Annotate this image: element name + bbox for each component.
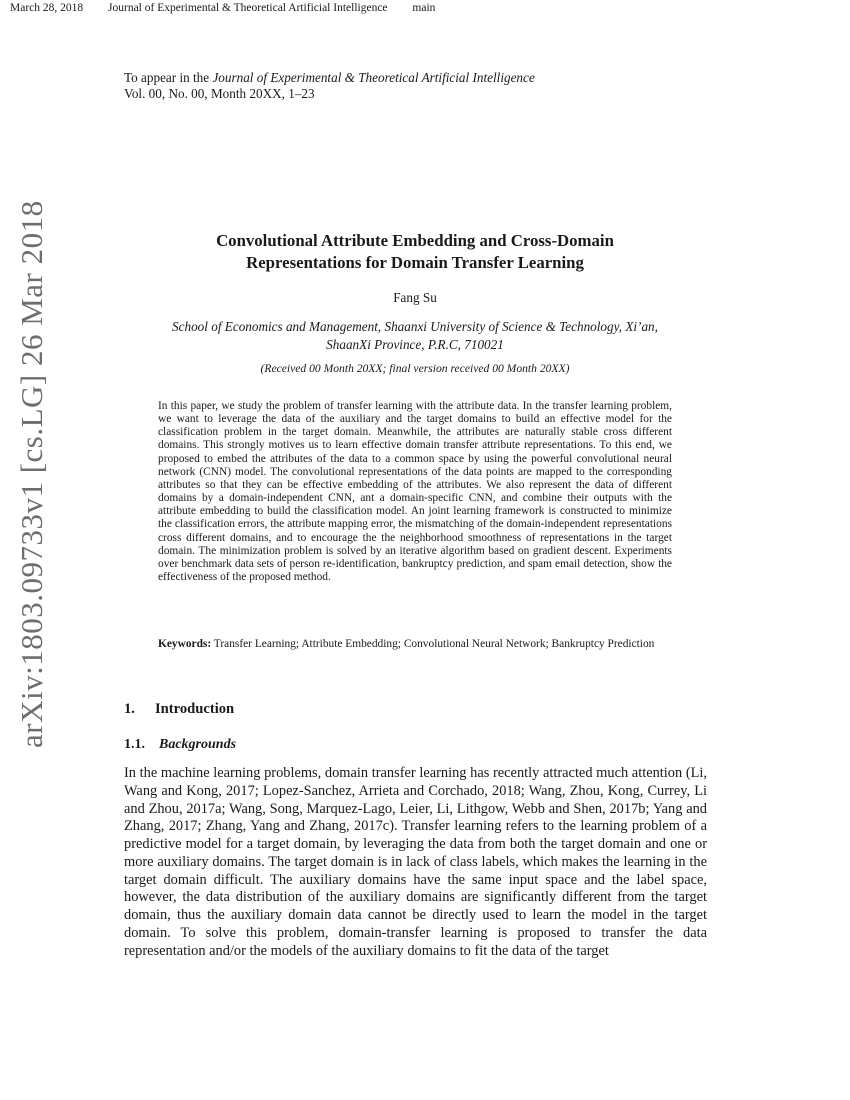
affiliation-line-2: ShaanXi Province, P.R.C, 710021 — [326, 337, 504, 352]
introduction-paragraph: In the machine learning problems, domain transfer learning has recently attracted much attention (Li, Wang and Kong, 2017; Lopez-Sanchez, Arrieta and Corchado, 2018; Wang, Zhou, Kong, Currey, Li and Zhou, 2017a; Wang, Song, Marquez-Lago, Leier, Li, Lithgow, Webb and Shen, 2017b; Yang and Zhang, 2017; Zhang, Yang and Zhang, 2017c). Transfer learning refers to the learning problem of a predictive model for a target domain, by leveraging the data from both the target domain and one or more auxiliary domains. The target domain is in lack of class labels, which makes the learning in the target domain difficult. The auxiliary domains have the same input space and the label space, however, the data distribution of the auxiliary domains are significantly different from the target domain, thus the auxiliary domain data cannot be directly used to learn the model in the target domain. To solve this problem, domain-transfer learning is proposed to transfer the data representation and/or the models of the auxiliary domains to fit the data of the target — [124, 765, 707, 959]
affiliation — [120, 318, 710, 354]
section-heading-introduction — [124, 701, 234, 718]
volume-line: Vol. 00, No. 00, Month 20XX, 1–23 — [124, 86, 315, 101]
appear-prefix: To appear in the — [124, 70, 213, 85]
affiliation-line-1: School of Economics and Management, Shaanxi University of Science & Technology, Xi’an, — [172, 319, 658, 334]
header-date: March 28, 2018 — [10, 2, 84, 14]
section-number: 1. — [124, 701, 135, 717]
appear-journal: Journal of Experimental & Theoretical Artificial Intelligence — [212, 70, 535, 85]
keywords-label: Keywords: — [158, 638, 212, 650]
running-header — [10, 2, 457, 14]
keywords — [158, 638, 672, 651]
header-journal: Journal of Experimental & Theoretical Artificial Intelligence — [108, 2, 388, 14]
author-name: Fang Su — [393, 290, 437, 305]
title-line-2: Representations for Domain Transfer Learning — [246, 253, 584, 272]
subsection-heading-backgrounds — [124, 737, 236, 753]
arxiv-identifier-stamp: arXiv:1803.09733v1 [cs.LG] 26 Mar 2018 — [14, 200, 49, 748]
header-tag: main — [412, 2, 436, 14]
received-dates: (Received 00 Month 20XX; final version received 00 Month 20XX) — [260, 362, 570, 375]
subsection-number: 1.1. — [124, 737, 145, 752]
paper-title — [120, 230, 710, 274]
keywords-text: Transfer Learning; Attribute Embedding; Convolutional Neural Network; Bankruptcy Prediction — [211, 638, 655, 650]
subsection-title: Backgrounds — [159, 737, 237, 752]
section-title: Introduction — [154, 701, 235, 717]
publication-notice — [124, 70, 535, 102]
abstract-text: In this paper, we study the problem of transfer learning with the attribute data. In the transfer learning problem, we want to leverage the data of the auxiliary and the target domains to build an effective model for the classification problem in the target domain. Meanwhile, the attributes are naturally stable cross different domains. This strongly motives us to learn effective domain transfer attribute representations. To this end, we proposed to embed the attributes of the data to a common space by using the powerful convolutional neural network (CNN) model. The convolutional representations of the data points are mapped to the corresponding attributes so that they can be effective embedding of the attributes. We also represent the data of different domains by a domain-independent CNN, ant a domain-specific CNN, and combine their outputs with the attribute embedding to build the classification model. An joint learning framework is constructed to minimize the classification errors, the attribute mapping error, the mismatching of the domain-independent representations cross different domains, and to encourage the the neighborhood smoothness of representations in the target domain. The minimization problem is solved by an iterative algorithm based on gradient descent. Experiments over benchmark data sets of person re-identification, bankruptcy prediction, and spam email detection, show the effectiveness of the proposed method. — [158, 400, 672, 584]
appear-line — [124, 70, 535, 86]
title-line-1: Convolutional Attribute Embedding and Cross-Domain — [216, 231, 614, 250]
